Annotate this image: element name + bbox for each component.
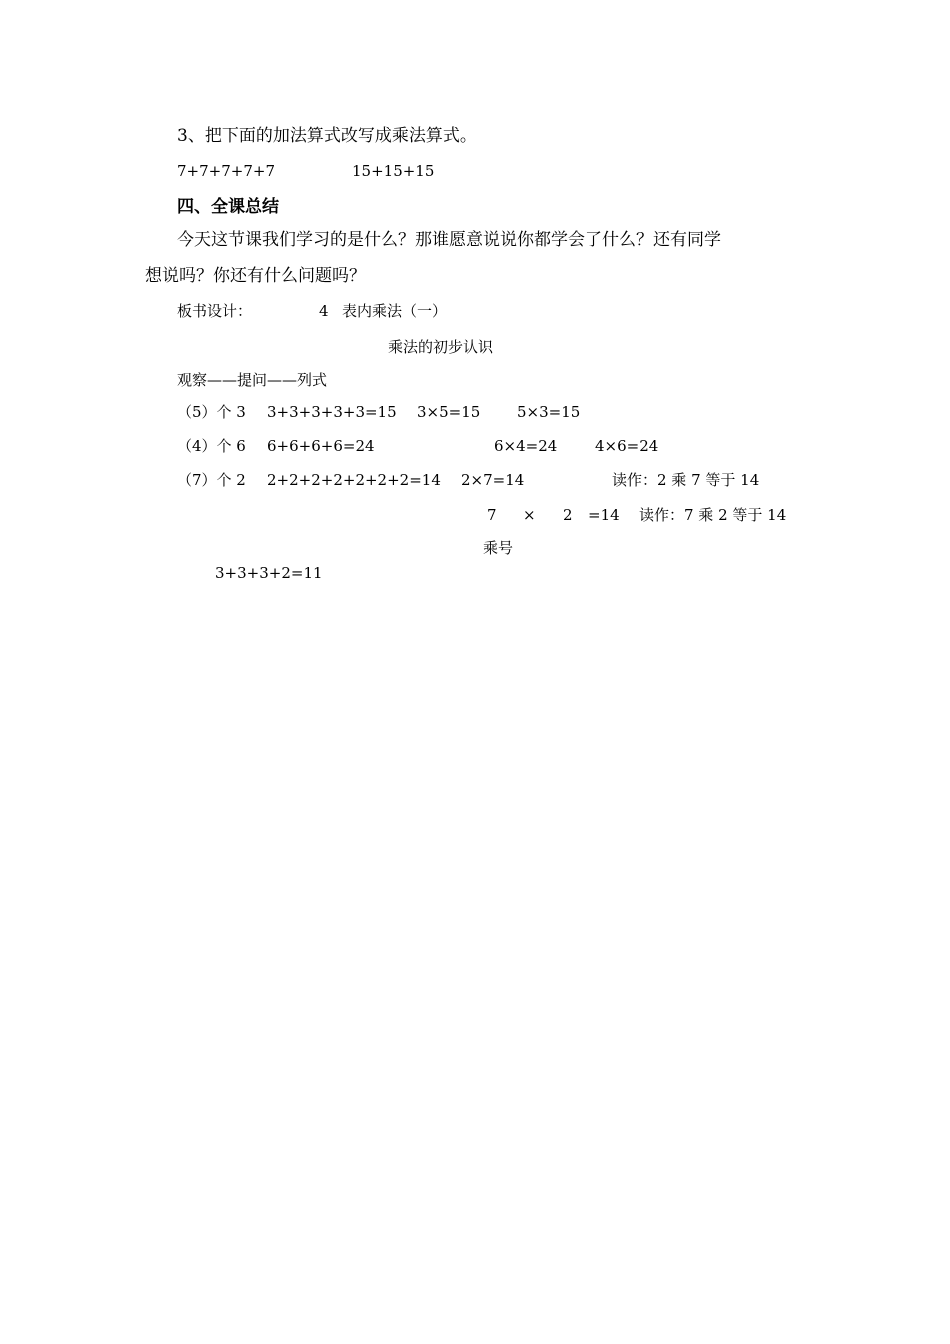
section-heading: 四、全课总结 [177,197,279,216]
exercise-expression-2: 15+15+15 [352,162,435,180]
row-2-multiplication-2: 4×6=24 [595,437,659,455]
row-1-count: （5）个 3 [177,403,246,421]
row-3-reading: 读作：2 乘 7 等于 14 [612,471,760,489]
multiplication-sign: × [523,506,536,524]
board-subtitle: 乘法的初步认识 [388,338,494,356]
row-1-addition: 3+3+3+3+3=15 [267,403,397,421]
factor-a: 7 [487,506,497,524]
summary-paragraph-line-1: 今天这节课我们学习的是什么？那谁愿意说说你都学会了什么？还有同学 [177,230,721,250]
row-2-count: （4）个 6 [177,437,246,455]
extra-expression: 3+3+3+2=11 [215,564,323,582]
row-2-multiplication-1: 6×4=24 [494,437,558,455]
row-3-multiplication: 2×7=14 [461,471,525,489]
row-1-multiplication-2: 5×3=15 [517,403,581,421]
exercise-expression-1: 7+7+7+7+7 [177,162,275,180]
summary-paragraph-line-2: 想说吗？你还有什么问题吗？ [145,266,366,286]
sign-label: 乘号 [483,539,514,557]
exercise-instruction: 3、把下面的加法算式改写成乘法算式。 [177,126,477,146]
unit-number: 4 [319,302,329,320]
process-steps: 观察——提问——列式 [177,371,328,389]
row-3-count: （7）个 2 [177,471,246,489]
row-1-multiplication-1: 3×5=15 [417,403,481,421]
row-2-addition: 6+6+6+6=24 [267,437,375,455]
unit-title: 表内乘法（一） [342,302,448,320]
row-3-addition: 2+2+2+2+2+2+2=14 [267,471,441,489]
product-result: =14 [588,506,620,524]
factor-b: 2 [563,506,573,524]
board-label: 板书设计： [177,302,253,320]
split-reading: 读作：7 乘 2 等于 14 [639,506,787,524]
